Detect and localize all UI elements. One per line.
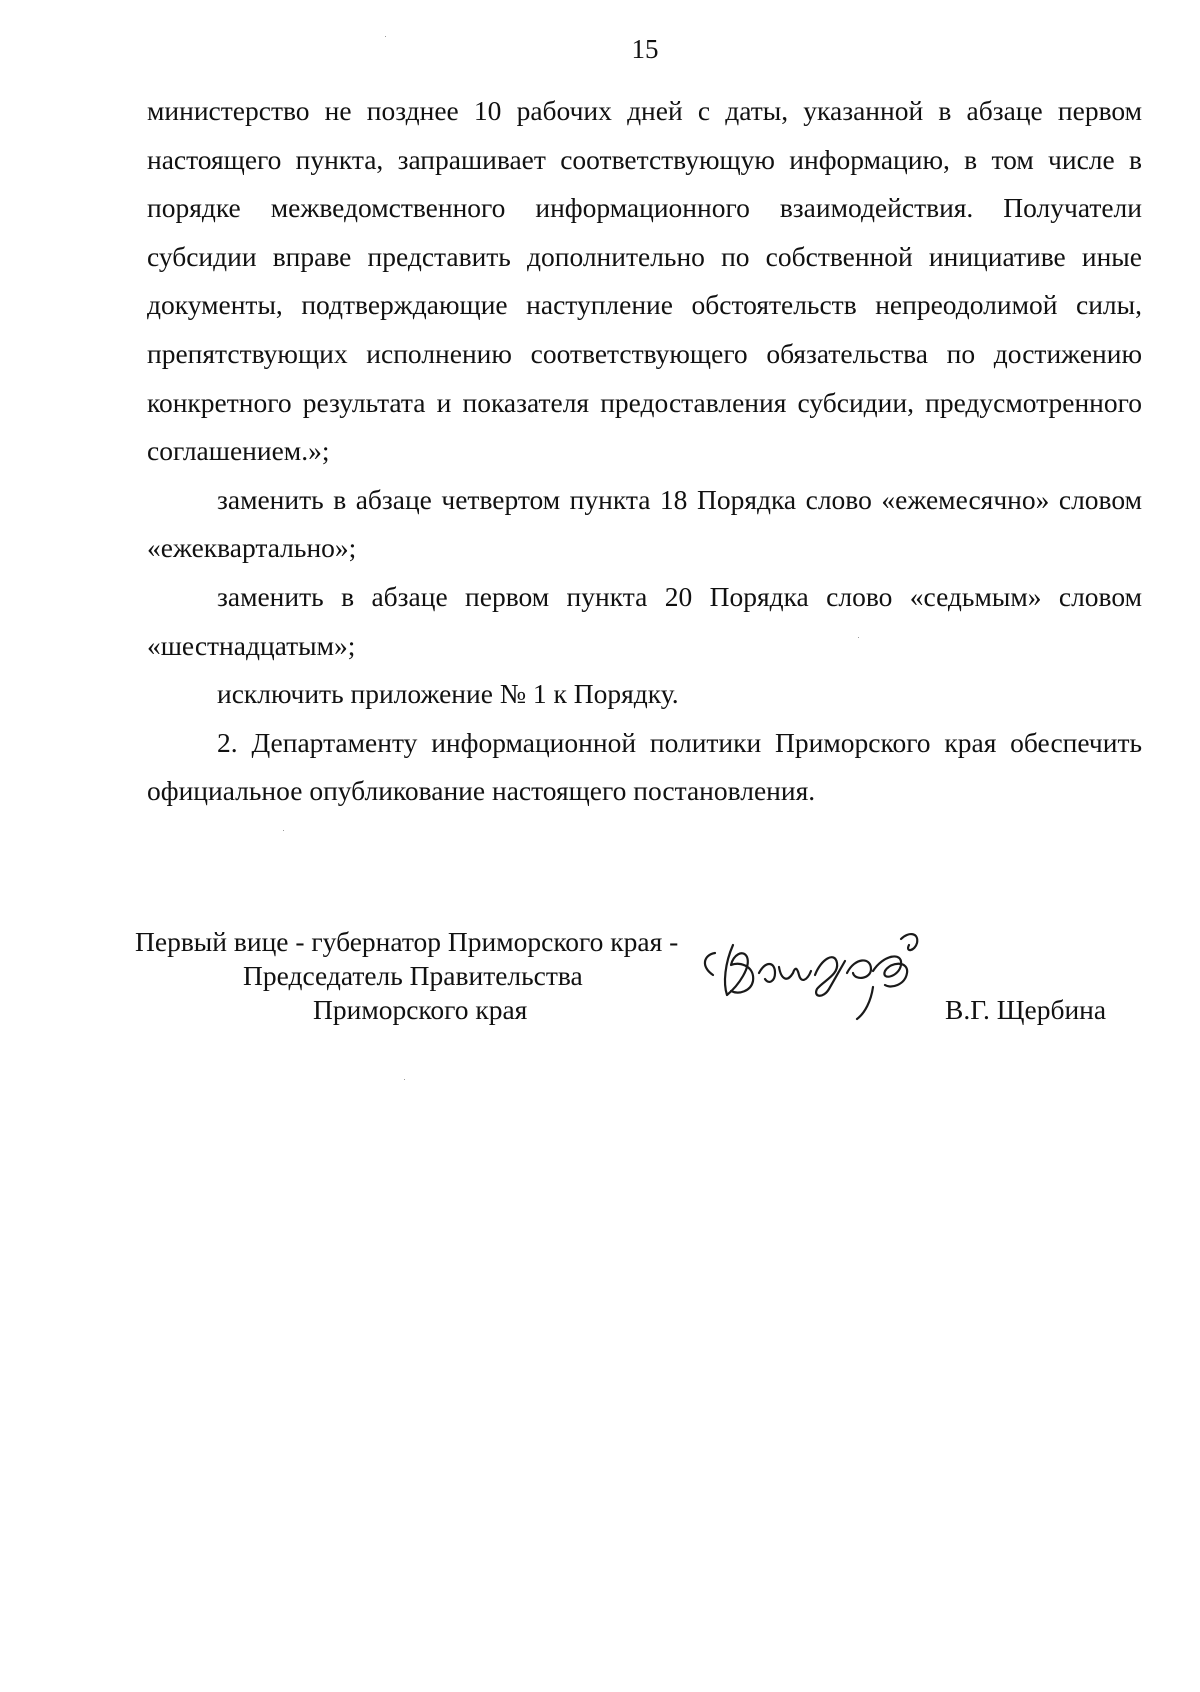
signatory-title-line: Первый вице - губернатор Приморского края - xyxy=(135,926,679,957)
scan-speck xyxy=(385,36,386,37)
scan-speck xyxy=(858,637,859,638)
signatory-title-line: Председатель Правительства xyxy=(243,960,583,991)
paragraph-exclude-appendix: исключить приложение № 1 к Порядку. xyxy=(217,678,679,710)
signature-block xyxy=(135,925,1145,1045)
signatory-title-line: Приморского края xyxy=(313,994,528,1025)
paragraph-publication: 2. Департаменту информационной политики Приморского края обеспечить официальное опубликование настоящего постановления. xyxy=(147,726,1142,807)
signatory-name: В.Г. Щербина xyxy=(945,994,1107,1025)
handwritten-signature xyxy=(695,915,945,1025)
paragraph-clause-20: заменить в абзаце первом пункта 20 Порядка слово «седьмым» словом «шестнадцатым»; xyxy=(147,580,1142,661)
scan-speck xyxy=(404,1079,405,1080)
signatory-title xyxy=(135,925,715,1027)
paragraph-clause-18: заменить в абзаце четвертом пункта 18 Порядка слово «ежемесячно» словом «ежеквартально»; xyxy=(147,483,1142,564)
scan-speck xyxy=(283,830,284,831)
document-body xyxy=(147,87,1142,816)
paragraph-ministry-request: министерство не позднее 10 рабочих дней с даты, указанной в абзаце первом настоящего пункта, запрашивает соответствующую информацию, в том числе в порядке межведомственного информационного взаимодействия. Получатели субсидии вправе представить дополнительно по собственной инициативе иные документы, подтверждающие наступление обстоятельств непреодолимой силы, препятствующих исполнению соответствующего обязательства по достижению конкретного результата и показателя предоставления субсидии, предусмотренного соглашением.»; xyxy=(147,95,1142,467)
page-number: 15 xyxy=(631,34,659,64)
